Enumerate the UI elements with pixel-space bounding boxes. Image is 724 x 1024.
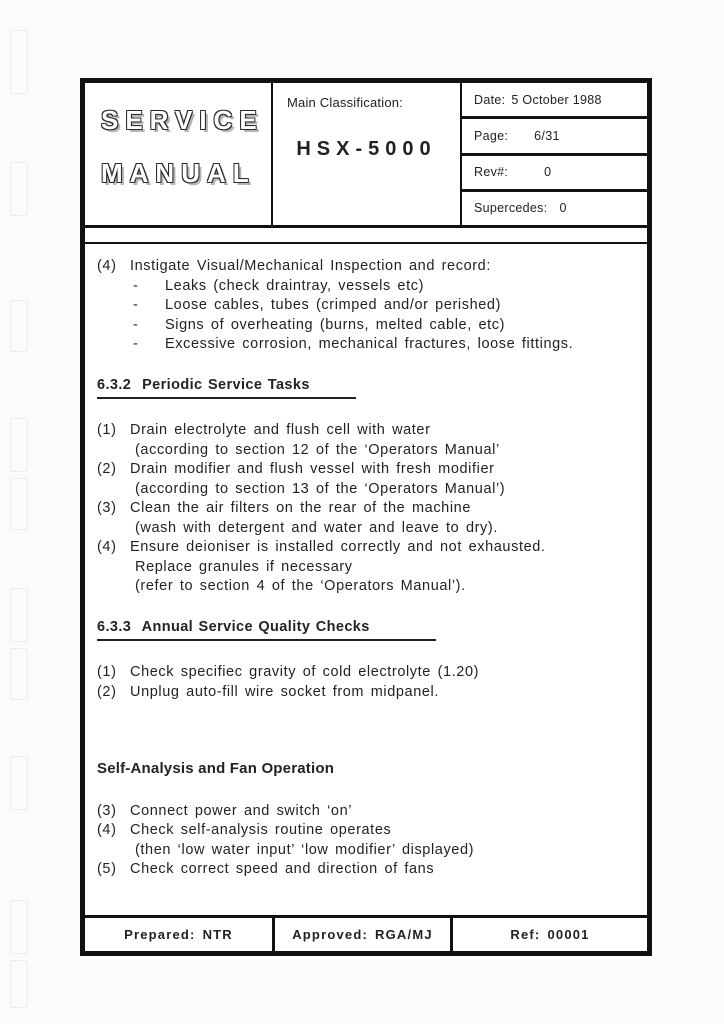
film-sprocket-artifact <box>10 900 28 954</box>
list-item <box>97 460 633 499</box>
bullet-text: Leaks (check draintray, vessels etc) <box>165 277 425 294</box>
page-label: Page: <box>474 128 509 143</box>
document-footer <box>85 915 647 951</box>
dash-bullet: - <box>133 336 139 352</box>
header-fields <box>462 83 647 225</box>
bullet-text: Signs of overheating (burns, melted cable, etc) <box>165 316 506 333</box>
item-number: (1) <box>97 664 117 680</box>
footer-ref <box>453 918 647 951</box>
section-633-list <box>97 663 633 702</box>
service-manual-title-cell <box>85 83 273 225</box>
approved-label: Approved: <box>292 927 369 942</box>
item-number: (3) <box>97 802 117 819</box>
item-number: (4) <box>97 822 117 838</box>
item-text: Unplug auto-fill wire socket from midpanel. <box>130 683 439 700</box>
header-field-date <box>462 83 647 119</box>
ref-label: Ref: <box>510 927 541 942</box>
bullet-text: Excessive corrosion, mechanical fractures, loose fittings. <box>165 336 574 352</box>
date-value: 5 October 1988 <box>511 92 602 107</box>
item-text: Drain modifier and flush vessel with fresh modifier <box>130 461 495 477</box>
section-632-list <box>97 421 633 597</box>
list-item <box>97 499 633 538</box>
bullet-text: Loose cables, tubes (crimped and/or perished) <box>165 297 502 313</box>
document-frame <box>80 78 652 956</box>
supercedes-value: 0 <box>559 201 567 216</box>
ref-value: 00001 <box>547 927 590 942</box>
header-field-rev <box>462 156 647 192</box>
item-number: (4) <box>97 258 117 274</box>
page-value: 6/31 <box>534 128 560 143</box>
classification-cell <box>273 83 462 225</box>
date-label: Date: <box>474 92 506 107</box>
item-number: (3) <box>97 500 117 516</box>
list-item <box>97 663 633 683</box>
list-item <box>97 421 633 460</box>
dash-bullet: - <box>133 297 139 313</box>
item-text-continuation: (according to section 12 of the ‘Operators Manual’ <box>135 441 500 458</box>
item-number: (5) <box>97 861 117 877</box>
film-sprocket-artifact <box>10 648 28 700</box>
film-sprocket-artifact <box>10 588 28 642</box>
item-number: (2) <box>97 683 117 700</box>
item-text: Check correct speed and direction of fans <box>130 861 435 877</box>
item-text: Check self-analysis routine operates <box>130 822 392 838</box>
item-text-continuation: (according to section 13 of the ‘Operators Manual’) <box>135 480 506 497</box>
item-number: (2) <box>97 461 117 477</box>
document-header <box>85 83 647 228</box>
list-item <box>97 257 633 277</box>
film-sprocket-artifact <box>10 478 28 530</box>
item-text-continuation: (wash with detergent and water and leave to dry). <box>135 519 498 536</box>
item-text: Drain electrolyte and flush cell with water <box>130 422 431 438</box>
section-heading-633: 6.3.3 Annual Service Quality Checks <box>97 618 436 642</box>
model-number: HSX-5000 <box>296 138 437 160</box>
bullet-item <box>133 316 633 336</box>
footer-prepared <box>85 918 275 951</box>
list-item <box>97 683 633 703</box>
list-item <box>97 860 633 880</box>
header-field-supercedes <box>462 192 647 225</box>
bullet-item <box>133 296 633 316</box>
item-number: (4) <box>97 539 117 555</box>
main-classification-label: Main Classification: <box>287 95 403 110</box>
header-spacer-row <box>85 228 647 244</box>
item-text-continuation: Replace granules if necessary <box>135 558 353 575</box>
list-item <box>97 821 633 860</box>
fan-section-heading: Self-Analysis and Fan Operation <box>97 760 335 777</box>
rev-label: Rev#: <box>474 165 509 180</box>
title-line-manual: MANUAL <box>101 158 256 188</box>
fan-section-list <box>97 802 633 880</box>
header-field-page <box>462 119 647 155</box>
bullet-item <box>133 335 633 355</box>
film-sprocket-artifact <box>10 418 28 472</box>
inspection-bullets <box>97 277 633 355</box>
item-text: Ensure deioniser is installed correctly and not exhausted. <box>130 539 546 555</box>
document-body <box>85 244 647 915</box>
item-text: Connect power and switch ‘on’ <box>130 802 353 819</box>
item-text: Clean the air filters on the rear of the machine <box>130 500 471 516</box>
item-text-continuation: (refer to section 4 of the ‘Operators Manual’). <box>135 578 466 594</box>
title-line-service: SERVICE <box>101 105 264 135</box>
item-text-continuation: (then ‘low water input’ ‘low modifier’ displayed) <box>135 841 475 858</box>
film-sprocket-artifact <box>10 960 28 1008</box>
dash-bullet: - <box>133 316 139 333</box>
bullet-item <box>133 277 633 297</box>
approved-value: RGA/MJ <box>375 927 433 942</box>
item-text: Check specifiec gravity of cold electrolyte (1.20) <box>130 664 480 680</box>
list-item <box>97 538 633 597</box>
supercedes-label: Supercedes: <box>474 201 548 216</box>
film-sprocket-artifact <box>10 300 28 352</box>
footer-approved <box>275 918 453 951</box>
prepared-value: NTR <box>202 927 233 942</box>
film-sprocket-artifact <box>10 756 28 810</box>
rev-value: 0 <box>544 165 552 180</box>
film-sprocket-artifact <box>10 162 28 216</box>
film-sprocket-artifact <box>10 30 28 94</box>
dash-bullet: - <box>133 277 139 294</box>
item-number: (1) <box>97 422 117 438</box>
list-item <box>97 802 633 822</box>
section-heading-632: 6.3.2 Periodic Service Tasks <box>97 376 356 400</box>
item-text: Instigate Visual/Mechanical Inspection and record: <box>130 258 491 274</box>
prepared-label: Prepared: <box>124 927 196 942</box>
